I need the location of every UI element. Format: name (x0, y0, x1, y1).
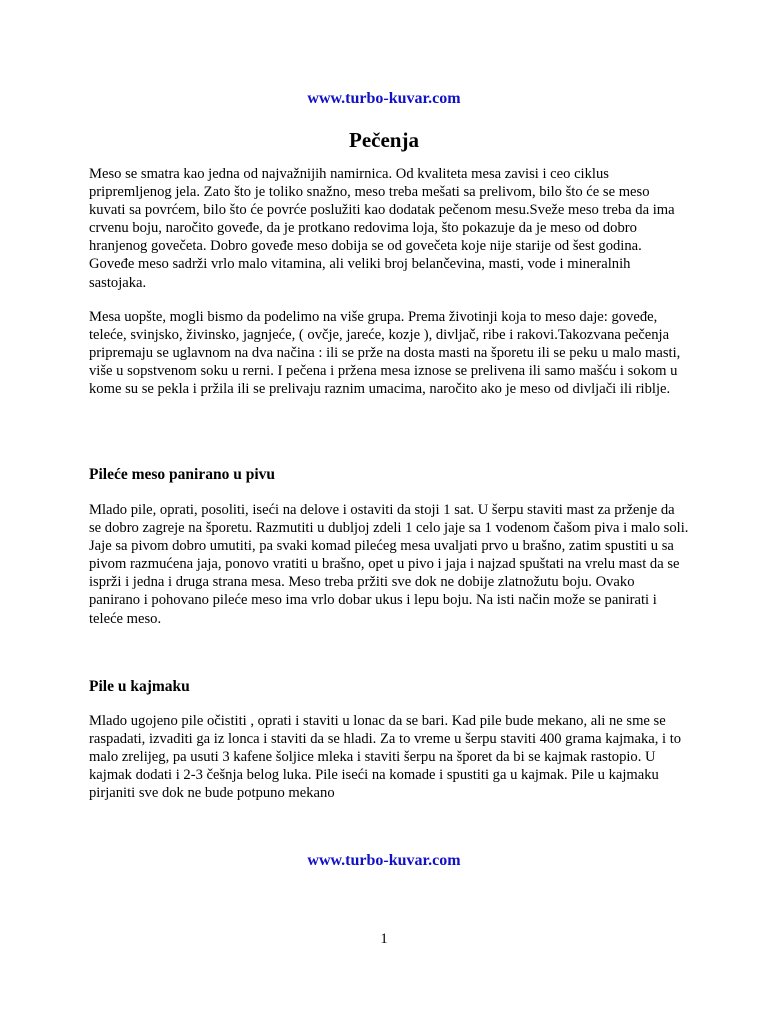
intro-paragraph: Meso se smatra kao jedna od najvažnijih namirnica. Od kvaliteta mesa zavisi i ceo ciklus pripremljenog jela. Zato što je toliko snažno, meso treba mešati sa prelivom, bilo što će se meso kuvati sa povrćem, bilo što će povrće poslužiti kao dodatak pečenom mesu.Sveže meso treba da ima crvenu boju, naročito goveđe, da je protkano redovima loja, što pokazuje da je meso od dobro hranjenog govečeta. Dobro goveđe meso dobija se od govečeta koje nije starije od šest godina. Goveđe meso sadrži vrlo malo vitamina, ali veliki broj belančevina, masti, vode i mineralnih sastojaka. (89, 166, 675, 291)
footer-site-link[interactable]: www.turbo-kuvar.com (307, 852, 461, 869)
recipe-text: Mlado pile, oprati, posoliti, iseći na delove i ostaviti da stoji 1 sat. U šerpu staviti mast za prženje da se dobro zagreje na šporetu. Razmutiti u dubljoj zdeli 1 celo jaje sa 1 vodenom čašom piva i malo soli. Jaje sa pivom dobro umutiti, pa svaki komad pilećeg mesa uvaljati prvo u brašno, zatim spustiti u sa pivom razmućena jaja, ponovo vratiti u brašno, opet u pivo i jaja i najzad spuštati na vrelu mast da se isprži i jedna i druga strana mesa. Meso treba pržiti sve dok ne dobije zlatnožutu boju. Ovako panirano i pohovano pileće meso ima vrlo dobar ukus i lepu boju. Na isti način može se panirati i teleće meso. (89, 502, 689, 627)
header-site-link[interactable]: www.turbo-kuvar.com (307, 90, 461, 107)
recipe-heading: Pileće meso panirano u pivu (89, 466, 276, 483)
page-number: 1 (380, 931, 388, 947)
recipe-heading: Pile u kajmaku (89, 678, 190, 695)
recipe-text: Mlado ugojeno pile očistiti , oprati i staviti u lonac da se bari. Kad pile bude mekano, ali ne sme se raspadati, izvaditi ga iz lonca i staviti da se hladi. Za to vreme u šerpu staviti 400 grama kajmaka, i to malo zrelijeg, pa usuti 3 kafene šoljice mleka i staviti šerpu na šporet da bi se kajmak rastopio. U kajmak dodati i 2-3 češnja belog luka. Pile iseći na komade i spustiti ga u kajmak. Pile u kajmaku pirjaniti sve dok ne bude potpuno mekano (89, 713, 682, 802)
page-title: Pečenja (349, 128, 419, 152)
intro-paragraph: Mesa uopšte, mogli bismo da podelimo na više grupa. Prema životinji koja to meso daje: goveđe, teleće, svinjsko, živinsko, jagnjeće, ( ovčje, jareće, kozje ), divljač, ribe i rakovi.Takozvana pečenja pripremaju se uglavnom na dva načina : ili se prže na dosta masti na šporetu ili se peku u malo masti, više u sopstvenom soku u rerni. I pečena i pržena mesa iznose se prelivena ili samo mašću i sokom u kome su se pekla i pržila ili se prelivaju raznim umacima, naročito ako je meso od divljači ili riblje. (89, 309, 681, 398)
